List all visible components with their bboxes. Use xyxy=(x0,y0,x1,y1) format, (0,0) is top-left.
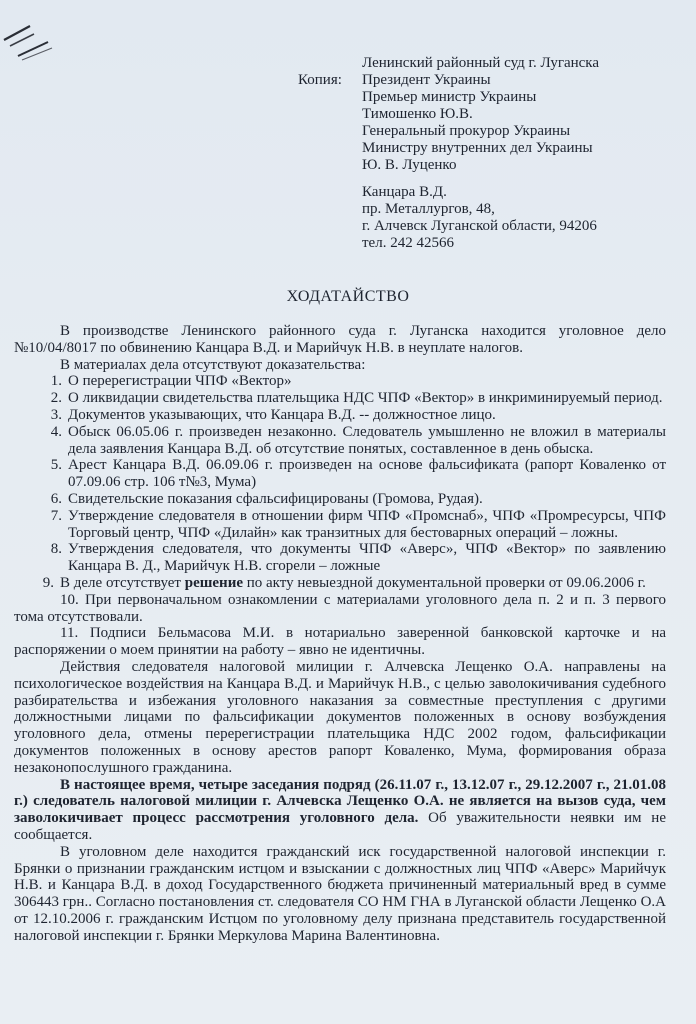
sender-city: г. Алчевск Луганской области, 94206 xyxy=(362,218,597,234)
list-item: 6. Свидетельские показания сфальсифицированы (Громова, Рудая). xyxy=(50,490,483,507)
item-11-paragraph: 11. Подписи Бельмасова М.И. в нотариально заверенной банковской карточке и на распоряжении о моем принятии на работу – явно не идентичны. xyxy=(14,625,667,659)
evidence-list xyxy=(14,373,666,591)
intro-paragraph: В производстве Ленинского районного суда г. Луганска находится уголовное дело №10/04/8017 по обвинению Канцара В.Д. и Марийчук Н.В. в неуплате налогов. xyxy=(14,323,666,356)
recipient-line: Президент Украины xyxy=(362,72,491,88)
recipients-block xyxy=(362,55,599,174)
list-item: 1. О перерегистрации ЧПФ «Вектор» xyxy=(50,373,292,390)
missing-evidence-heading: В материалах дела отсутствуют доказательства: xyxy=(60,356,366,373)
sessions-paragraph: В настоящее время, четыре заседания подряд (26.11.07 г., 13.12.07 г., 29.12.2007 г., 21.01.08 г.) следователь налоговой милиции г. Алчевска Лещенко О.А. не является на вызов суда, чем заволокичивает процесс рассмотрения уголовного дела. Об уважительности неявки им не сообщается. xyxy=(14,776,666,843)
recipient-line: Премьер министр Украины xyxy=(362,89,537,105)
recipient-line: Ленинский районный суд г. Луганска xyxy=(362,55,600,71)
recipient-line: Тимошенко Ю.В. xyxy=(362,106,473,122)
recipient-line: Ю. В. Луценко xyxy=(362,157,457,173)
list-item: 9. В деле отсутствует решение по акту невыездной документальной проверки от 09.06.2006 г. xyxy=(42,574,646,591)
item-10-paragraph: 10. При первоначальном ознакомлении с материалами уголовного дела п. 2 и п. 3 первого тома отсутствовали. xyxy=(14,591,666,625)
copy-label: Копия: xyxy=(298,72,342,88)
recipient-line: Министру внутренних дел Украины xyxy=(362,140,593,156)
list-item: 7. Утверждение следователя в отношении фирм ЧПФ «Промснаб», ЧПФ «Промресурсы, ЧПФ Торговый центр, ЧПФ «Дилайн» как транзитных для бестоварных операций – ложны. xyxy=(50,507,666,541)
sender-name: Канцара В.Д. xyxy=(362,184,447,200)
sender-street: пр. Металлургов, 48, xyxy=(362,201,495,217)
actions-paragraph: Действия следователя налоговой милиции г. Алчевска Лещенко О.А. направлены на психологическое воздействия на Канцара В.Д. и Марийчук Н.В., с целью заволокичивания судебного разбирательства и избежания уголовного наказания за совместные преступления с другими должностными лицами по фальсификации документов положенных в основу возбуждения уголовного дела, отмены перерегистрации плательщика НДС 2002 годом, фальсификации документов положенных в основу арестов рапорт Коваленко, Мума, формирования образа незаконопослушного гражданина. xyxy=(14,658,666,776)
list-item: 8. Утверждения следователя, что документы ЧПФ «Аверс», ЧПФ «Вектор» по заявлению Канцара В. Д., Марийчук Н.В. сгорели – ложные xyxy=(50,541,666,575)
document-title: ХОДАТАЙСТВО xyxy=(286,288,410,305)
sender-block xyxy=(362,184,597,252)
sender-phone: тел. 242 42566 xyxy=(362,235,454,251)
document-body xyxy=(14,323,666,944)
list-item: 2. О ликвидации свидетельства плательщика НДС ЧПФ «Вектор» в инкриминируемый период. xyxy=(50,390,663,407)
recipient-line: Генеральный прокурор Украины xyxy=(362,123,571,139)
list-item: 5. Арест Канцара В.Д. 06.09.06 г. произведен на основе фальсификата (рапорт Коваленко от 07.09.06 стр. 106 т№3, Мума) xyxy=(50,457,666,491)
list-item: 3. Документов указывающих, что Канцара В.Д. -- должностное лицо. xyxy=(50,406,496,423)
civil-claim-paragraph: В уголовном деле находится гражданский иск государственной налоговой инспекции г. Брянки о признании гражданским истцом и взыскании с должностных лиц ЧПФ «Аверс» Марийчук Н.В. и Канцара В.Д. в доход Государственного бюджета причиненный материальный вред в сумме 306443 грн.. Согласно постановления ст. следователя СО НМ ГНА в Луганской области Лещенко О.А от 12.10.2006 г. гражданским Истцом по уголовному делу признана представитель государственной налоговой инспекции г. Брянки Меркулова Марина Валентиновна. xyxy=(14,843,666,944)
punch-marks xyxy=(0,18,70,68)
list-item: 4. Обыск 06.05.06 г. произведен незаконно. Следователь умышленно не вложил в материалы дела заявления Канцара В.Д. об отсутствие понятых, составленное в день обыска. xyxy=(50,423,666,457)
